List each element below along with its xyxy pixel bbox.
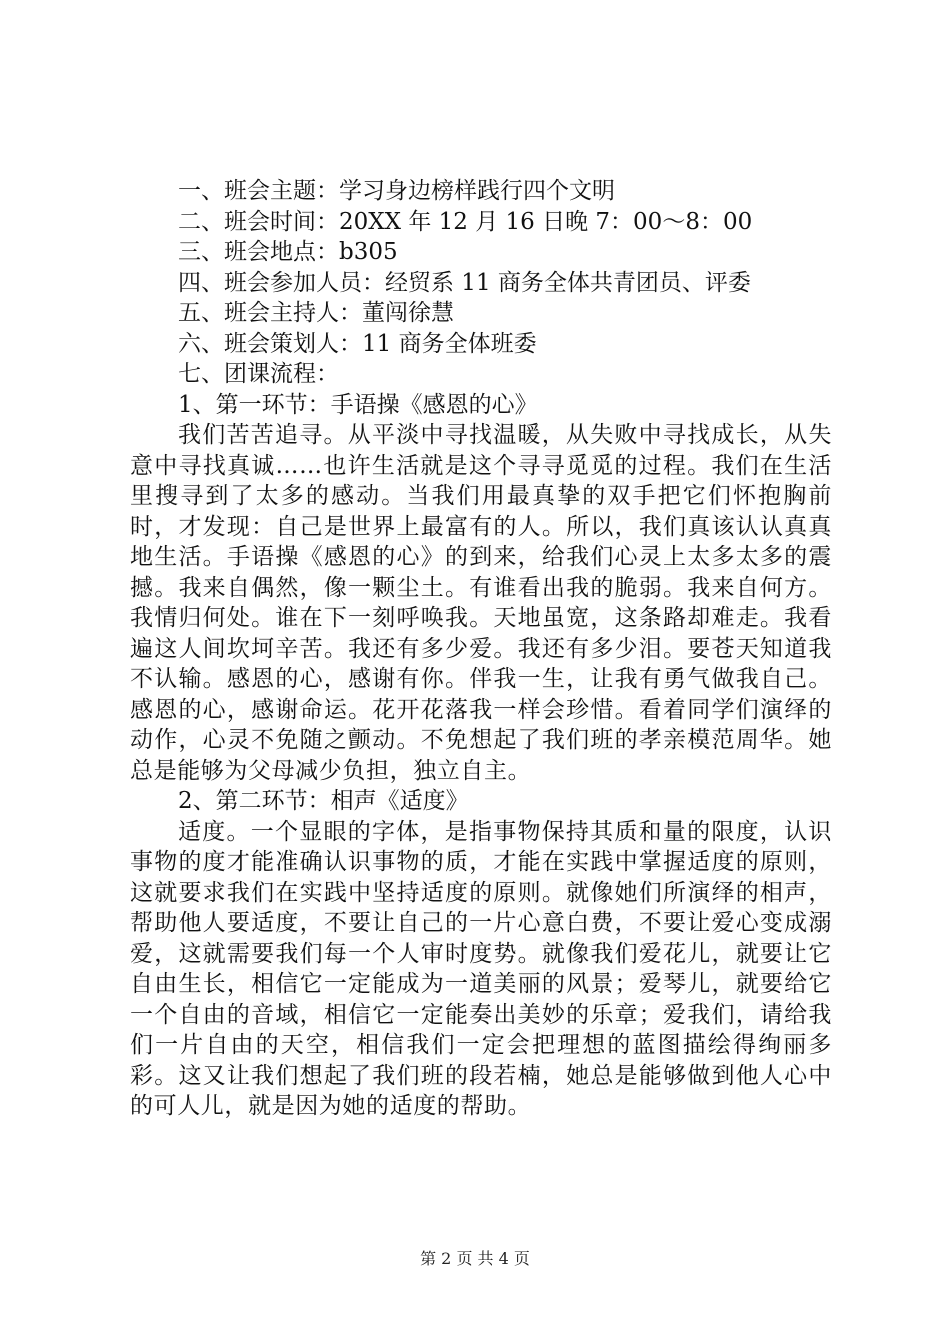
meeting-time: 二、班会时间：20XX 年 12 月 16 日晚 7：00～8：00 <box>178 208 753 235</box>
meeting-host: 五、班会主持人：董闯徐慧 <box>178 300 454 326</box>
section2-paragraph: 适度。一个显眼的字体，是指事物保持其质和量的限度，认识事物的度才能准确认识事物的质，才能在实践中掌握适度的原则，这就要求我们在实践中坚持适度的原则。就像她们所演绎的相声，帮助他人要适度，不要让自己的一片心意白费，不要让爱心变成溺爱，这就需要我们每一个人审时度势。就像我们爱花儿，就要让它自由生长，相信它一定能成为一道美丽的风景；爱琴儿，就要给它一个自由的音域，相信它一定能奏出美妙的乐章；爱我们，请给我们一片自由的天空，相信我们一定会把理想的蓝图描绘得绚丽多彩。这又让我们想起了我们班的段若楠，她总是能够做到他人心中的可人儿，就是因为她的适度的帮助。 <box>130 818 832 1119</box>
meeting-participants: 四、班会参加人员：经贸系 11 商务全体共青团员、评委 <box>178 269 751 296</box>
agenda-heading: 七、团课流程： <box>178 361 339 387</box>
meeting-location: 三、班会地点：b305 <box>178 239 398 265</box>
section1-paragraph: 我们苦苦追寻。从平淡中寻找温暖，从失败中寻找成长，从失意中寻找真诚……也许生活就是这个寻寻觅觅的过程。我们在生活里搜寻到了太多的感动。当我们用最真挚的双手把它们怀抱胸前时，才发现：自己是世界上最富有的人。所以，我们真该认认真真地生活。手语操《感恩的心》的到来，给我们心灵上太多太多的震撼。我来自偶然，像一颗尘土。有谁看出我的脆弱。我来自何方。我情归何处。谁在下一刻呼唤我。天地虽宽，这条路却难走。我看遍这人间坎坷辛苦。我还有多少爱。我还有多少泪。要苍天知道我不认输。感恩的心，感谢有你。伴我一生，让我有勇气做我自己。感恩的心，感谢命运。花开花落我一样会珍惜。看着同学们演绎的动作，心灵不免随之颤动。不免想起了我们班的孝亲模范周华。她总是能够为父母减少负担，独立自主。 <box>130 422 832 784</box>
section1-title: 1、第一环节：手语操《感恩的心》 <box>178 391 538 418</box>
document-body <box>130 176 832 1122</box>
meeting-theme: 一、班会主题：学习身边榜样践行四个文明 <box>178 178 615 204</box>
page-number-footer: 第 2 页 共 4 页 <box>420 1249 530 1268</box>
meeting-planner: 六、班会策划人：11 商务全体班委 <box>178 330 537 357</box>
section2-title: 2、第二环节：相声《适度》 <box>178 788 469 814</box>
